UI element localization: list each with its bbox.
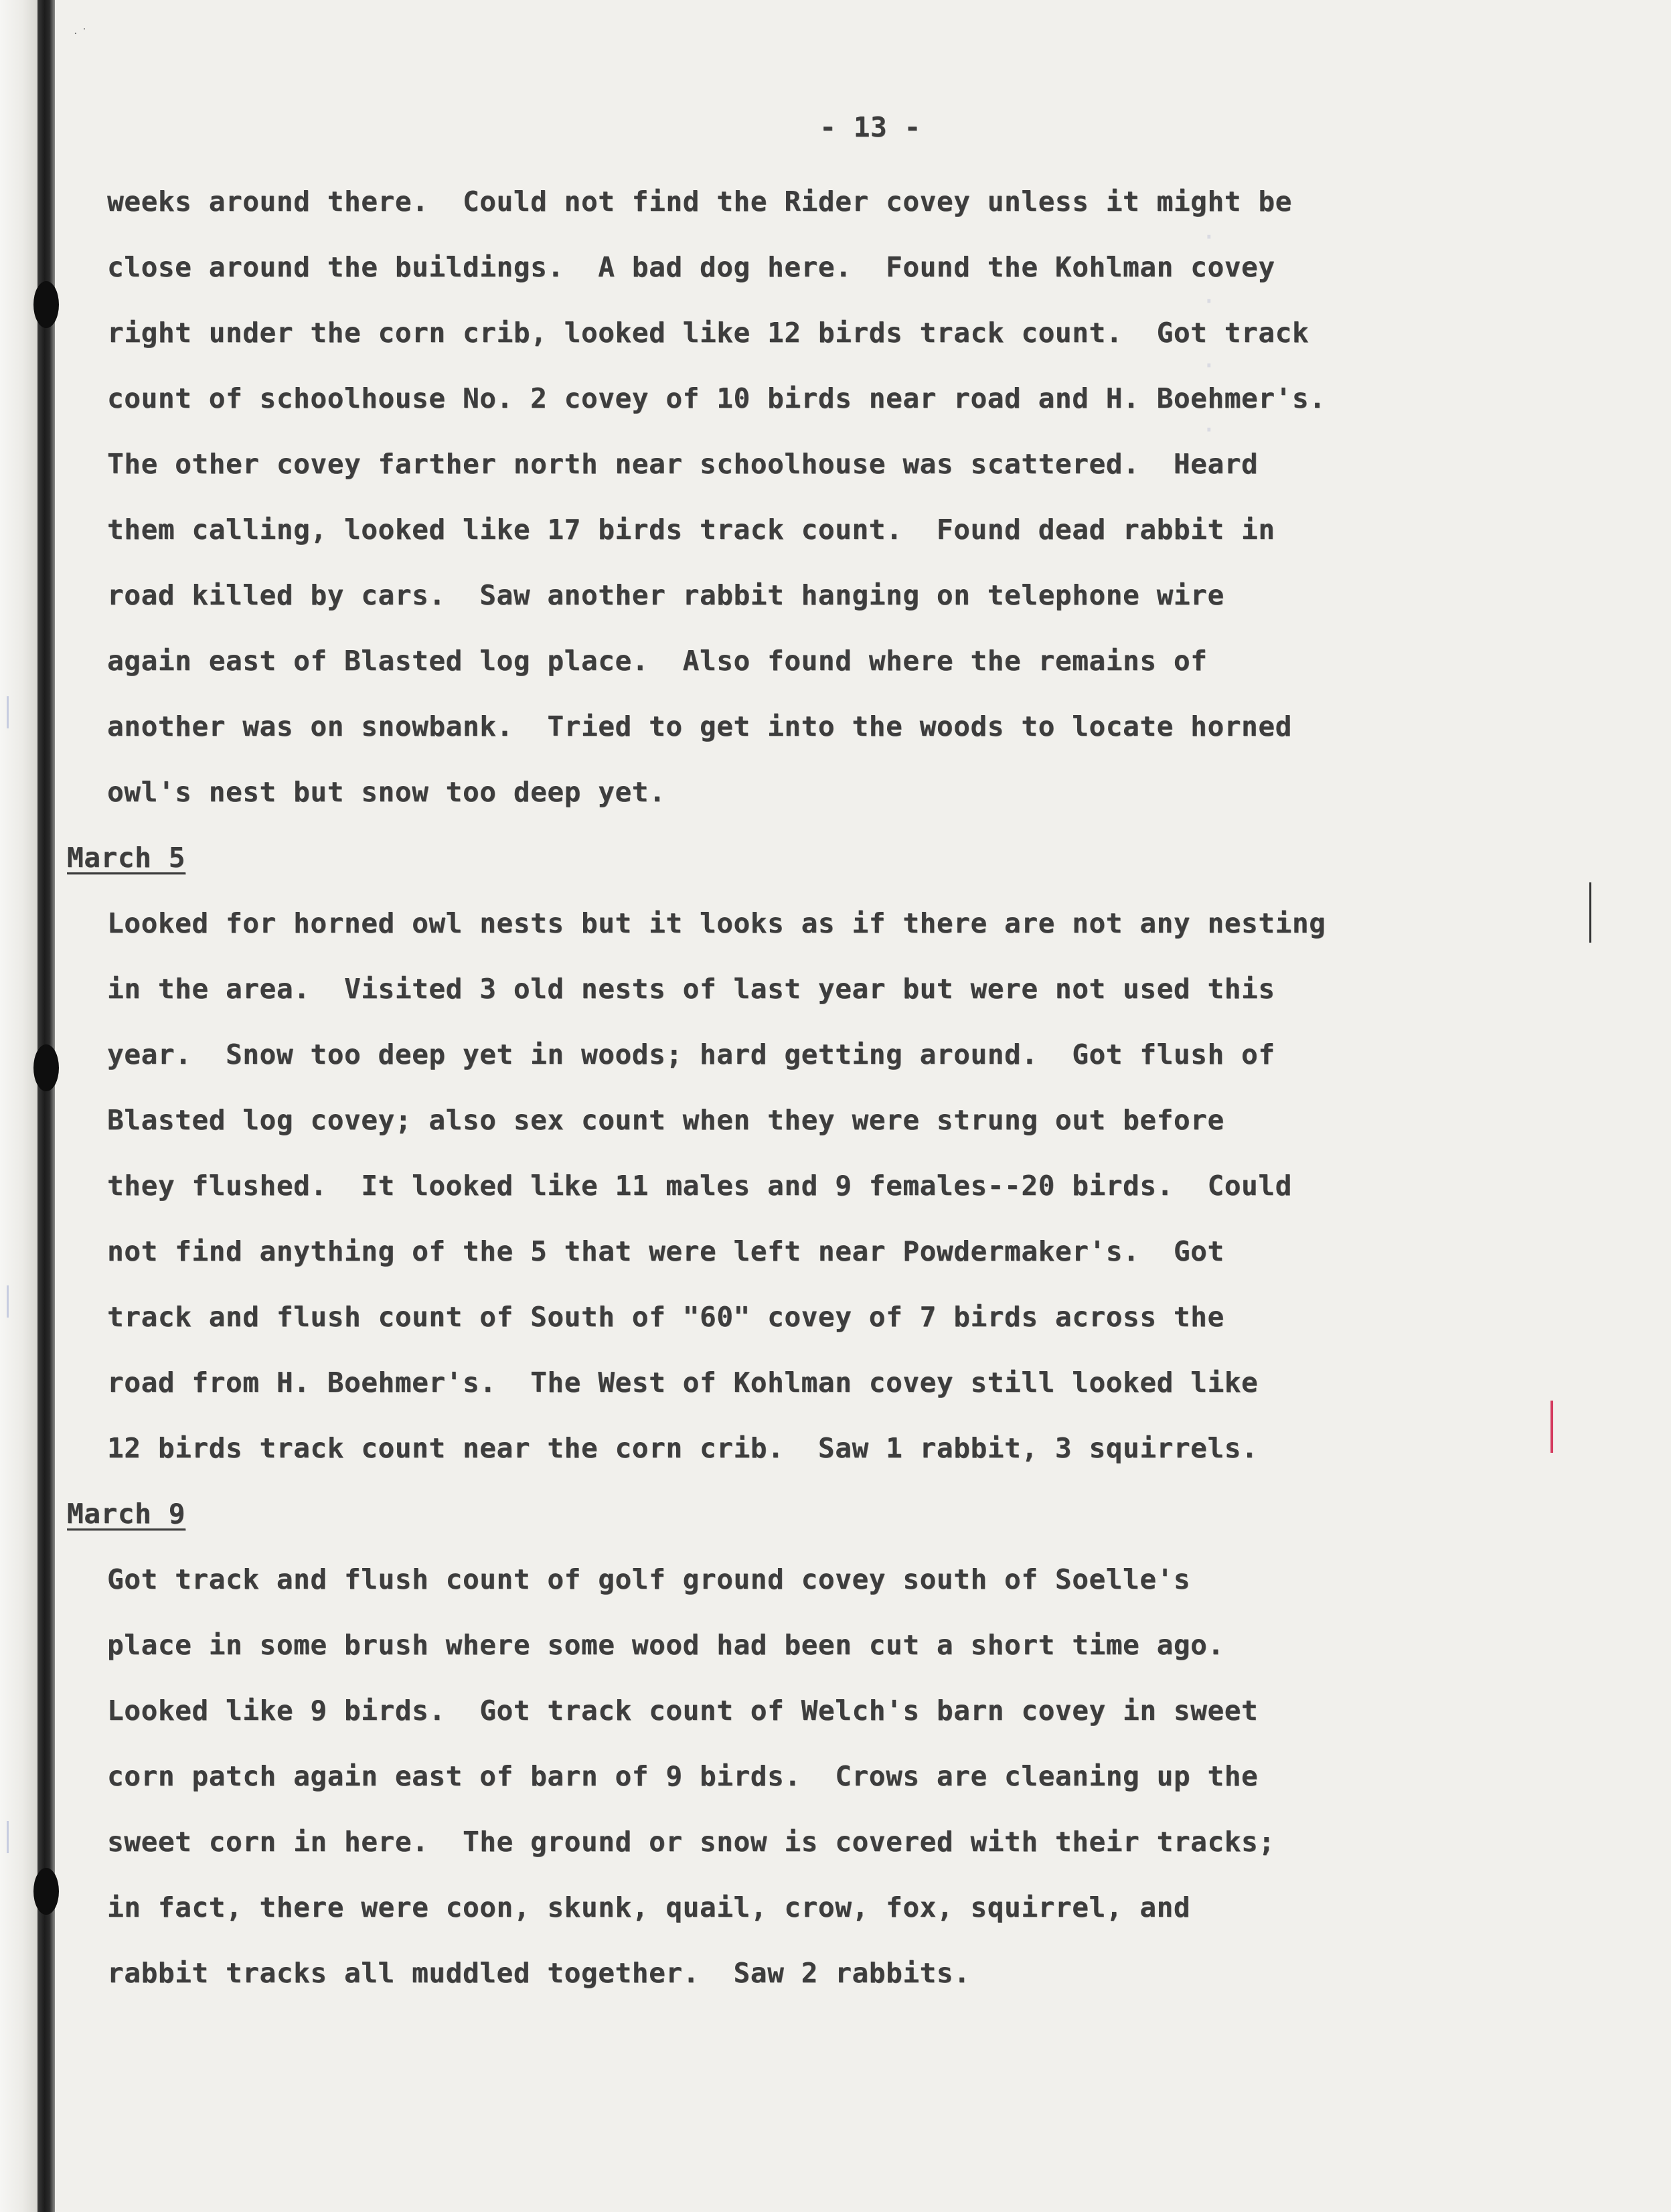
text-line: road killed by cars. Saw another rabbit hanging on telephone wire (107, 579, 1224, 611)
text-line: not find anything of the 5 that were left near Powdermaker's. Got (107, 1235, 1224, 1267)
text-line: in the area. Visited 3 old nests of last year but were not used this (107, 973, 1275, 1005)
corner-specks: · ˙ (74, 27, 88, 41)
margin-bleed-mark (7, 696, 15, 728)
text-line: right under the corn crib, looked like 12 birds track count. Got track (107, 317, 1309, 349)
text-line: in fact, there were coon, skunk, quail, crow, fox, squirrel, and (107, 1891, 1191, 1923)
text-line: owl's nest but snow too deep yet. (107, 776, 666, 808)
text-line: track and flush count of South of "60" covey of 7 birds across the (107, 1301, 1224, 1333)
text-line: rabbit tracks all muddled together. Saw 2 rabbits. (107, 1957, 971, 1989)
text-line: road from H. Boehmer's. The West of Kohlman covey still looked like (107, 1366, 1259, 1399)
text-line: place in some brush where some wood had been cut a short time ago. (107, 1629, 1224, 1661)
text-line: again east of Blasted log place. Also found where the remains of (107, 645, 1208, 677)
binding-hole-bottom (33, 1868, 59, 1915)
margin-bleed-mark (7, 1821, 15, 1853)
text-line: another was on snowbank. Tried to get into the woods to locate horned (107, 710, 1292, 742)
text-line: Got track and flush count of golf ground covey south of Soelle's (107, 1563, 1191, 1595)
text-line: sweet corn in here. The ground or snow is covered with their tracks; (107, 1826, 1275, 1858)
typed-text-body (67, 100, 1580, 2006)
text-line: Blasted log covey; also sex count when they were strung out before (107, 1104, 1224, 1136)
binding-hole-top (33, 281, 59, 328)
binding-hole-middle (33, 1044, 59, 1091)
text-line: them calling, looked like 17 birds track count. Found dead rabbit in (107, 514, 1275, 546)
text-line: year. Snow too deep yet in woods; hard getting around. Got flush of (107, 1038, 1275, 1071)
text-line: weeks around there. Could not find the Rider covey unless it might be (107, 185, 1292, 218)
entry-continued (107, 169, 1580, 825)
text-line: close around the buildings. A bad dog here. Found the Kohlman covey (107, 251, 1275, 283)
margin-change-bar (1589, 882, 1591, 943)
text-line: Looked for horned owl nests but it looks as if there are not any nesting (107, 907, 1326, 939)
text-line: they flushed. It looked like 11 males and 9 females--20 birds. Could (107, 1170, 1292, 1202)
margin-bleed-mark (7, 1285, 15, 1318)
date-heading-march-5: March 5 (67, 842, 185, 874)
text-line: The other covey farther north near schoolhouse was scattered. Heard (107, 448, 1259, 480)
entry-march-5 (67, 825, 1580, 1481)
text-line: corn patch again east of barn of 9 birds. Crows are cleaning up the (107, 1760, 1259, 1792)
reverse-side-bleed-through: · · · · (1201, 222, 1217, 445)
date-heading-march-9: March 9 (67, 1498, 185, 1530)
text-line: Looked like 9 birds. Got track count of Welch's barn covey in sweet (107, 1694, 1259, 1727)
text-line: 12 birds track count near the corn crib. Saw 1 rabbit, 3 squirrels. (107, 1432, 1259, 1464)
page-number: - 13 - (819, 111, 921, 143)
text-line: count of schoolhouse No. 2 covey of 10 birds near road and H. Boehmer's. (107, 382, 1326, 414)
page-binding-edge (0, 0, 37, 2212)
entry-march-9 (67, 1481, 1580, 2006)
